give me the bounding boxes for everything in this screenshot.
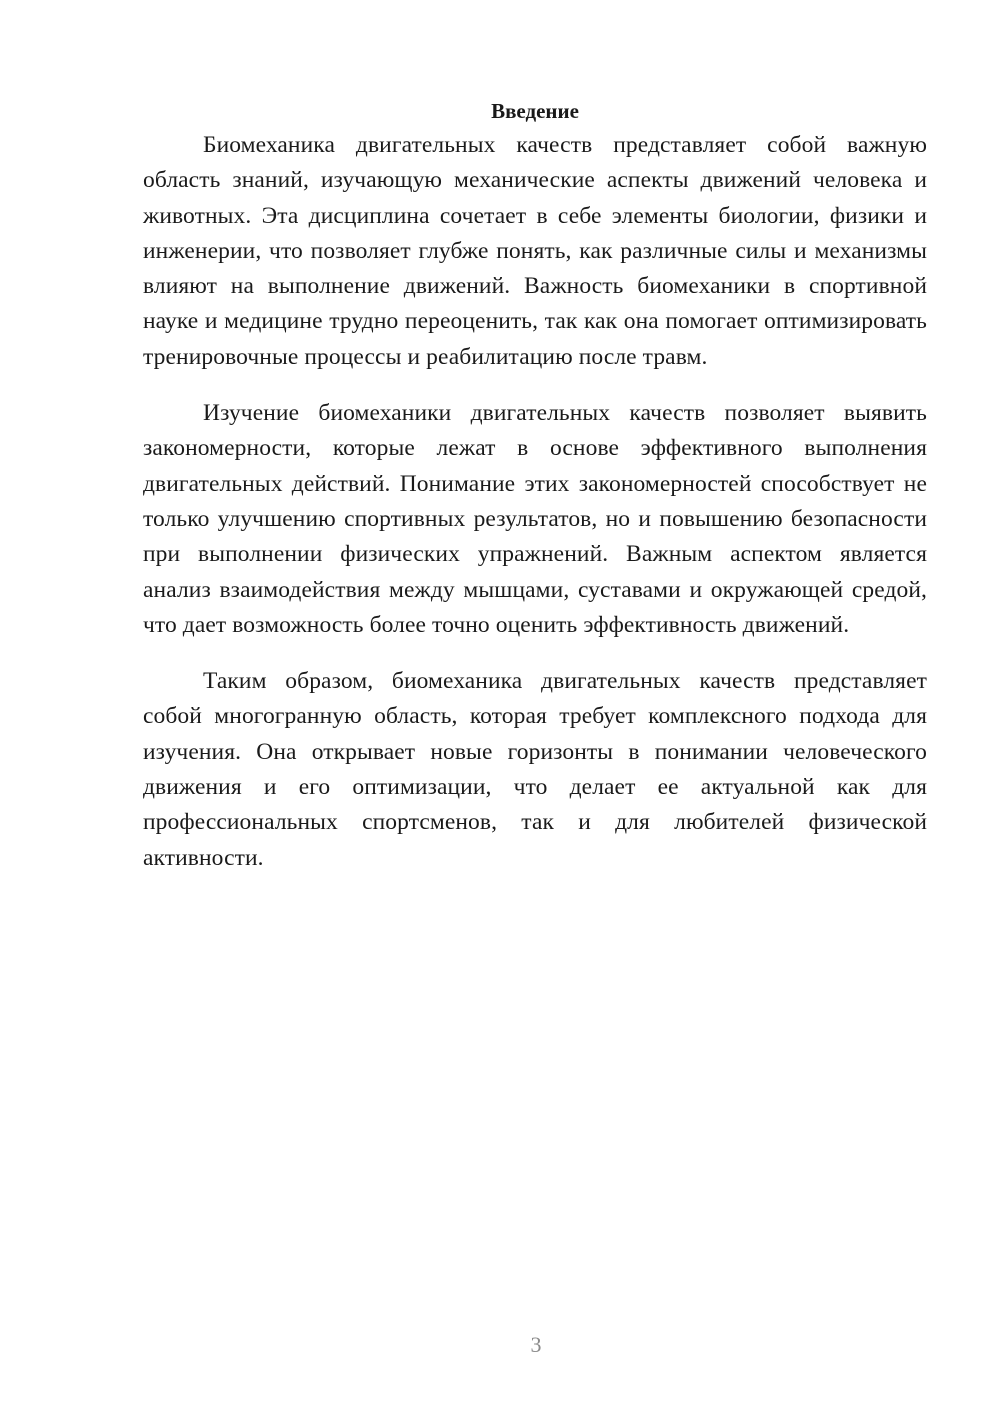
paragraph-2: Изучение биомеханики двигательных качеств позволяет выявить закономерности, которые лежат в основе эффективного выполнения двигательных действий. Понимание этих закономерностей способствует не только улучшению спортивных результатов, но и повышению безопасности при выполнении физических упражнений. Важным аспектом является анализ взаимодействия между мышцами, суставами и окружающей средой, что дает возможность более точно оценить эффективность движений. <box>143 400 927 638</box>
paragraph-3: Таким образом, биомеханика двигательных качеств представляет собой многогранную область, которая требует комплексного подхода для изучения. Она открывает новые горизонты в понимании человеческого движения и его оптимизации, что делает ее актуальной как для профессиональных спортсменов, так и для любителей физической активности. <box>143 668 927 871</box>
paragraph-1: Биомеханика двигательных качеств представляет собой важную область знаний, изучающую механические аспекты движений человека и животных. Эта дисциплина сочетает в себе элементы биологии, физики и инженерии, что позволяет глубже понять, как различные силы и механизмы влияют на выполнение движений. Важность биомеханики в спортивной науке и медицине трудно переоценить, так как она помогает оптимизировать тренировочные процессы и реабилитацию после травм. <box>143 132 927 370</box>
section-heading: Введение <box>491 99 579 123</box>
page-number: 3 <box>530 1332 542 1357</box>
page-content <box>143 96 927 876</box>
